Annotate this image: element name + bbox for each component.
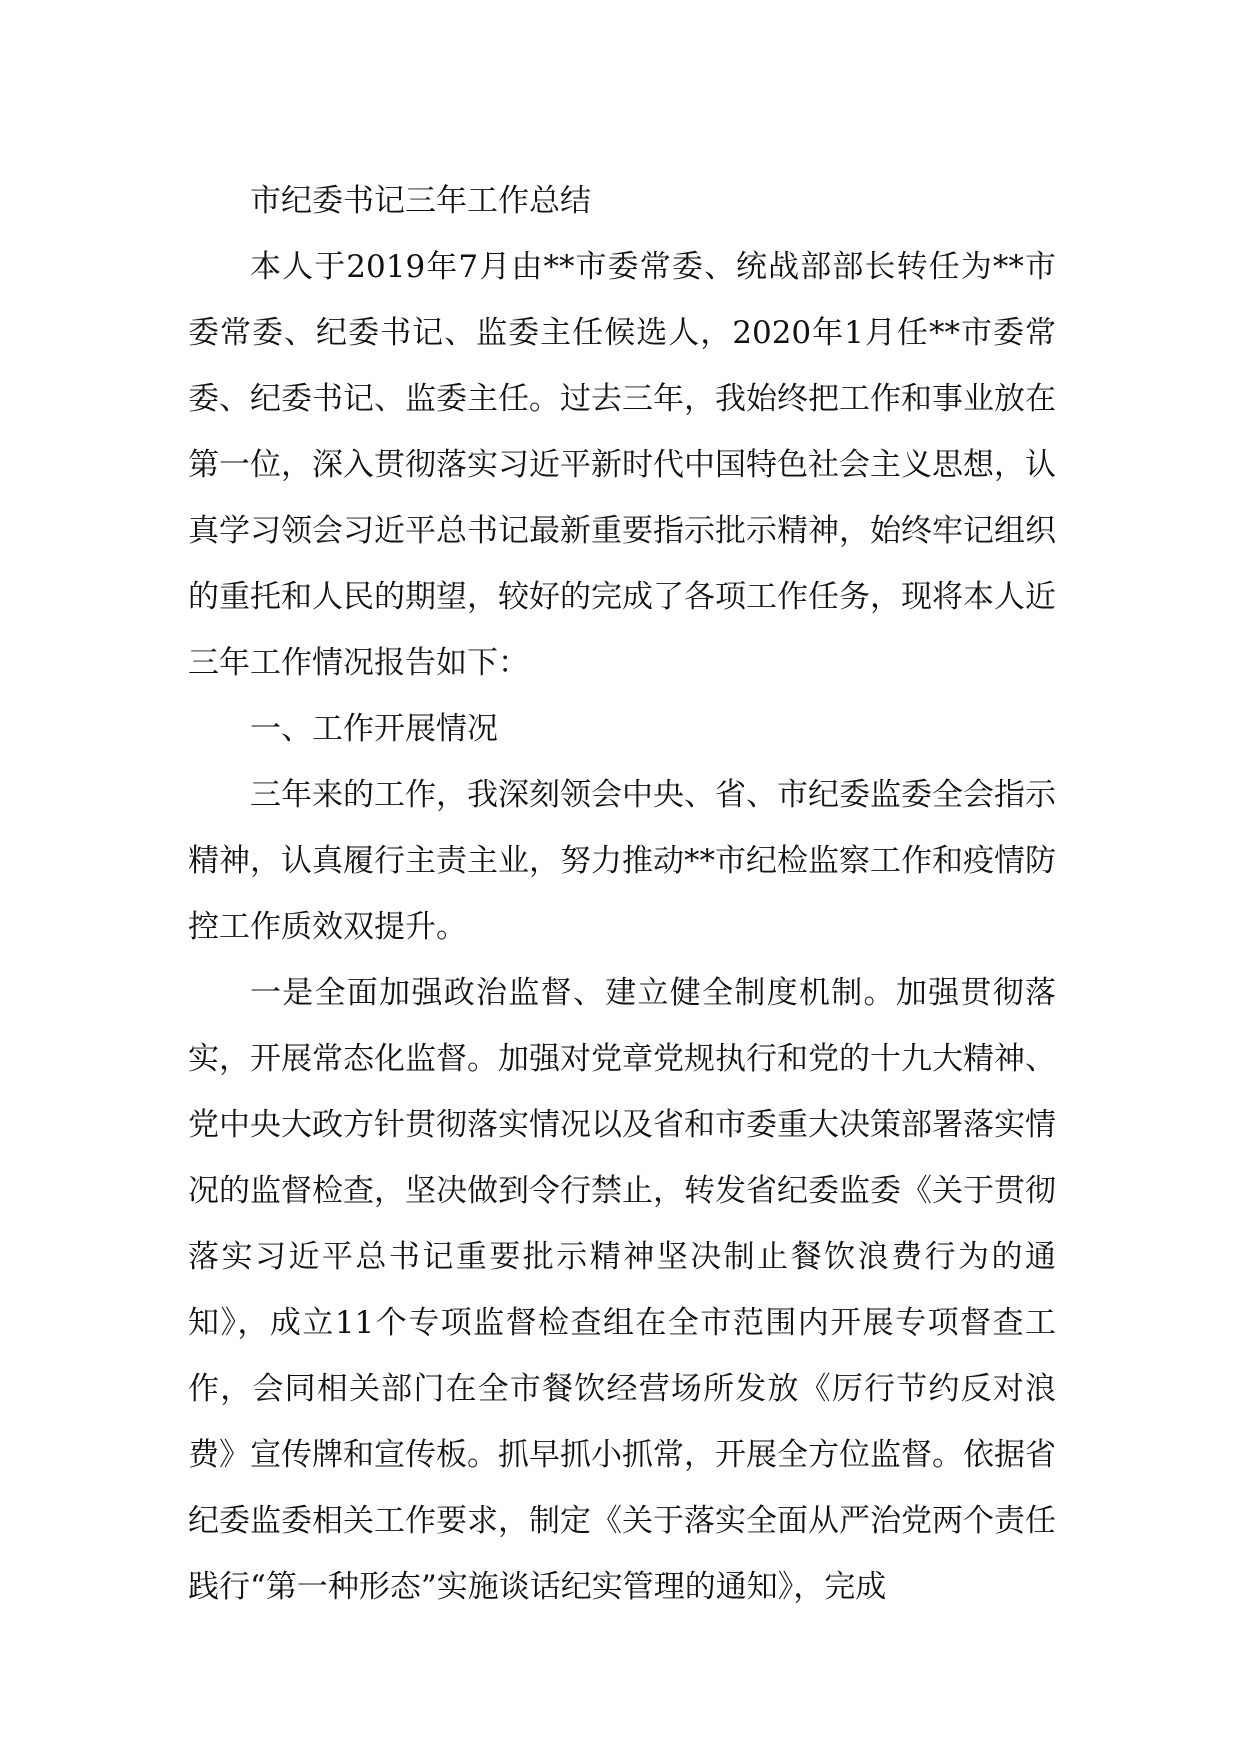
document-title: 市纪委书记三年工作总结 (250, 183, 591, 219)
paragraph-intro: 本人于2019年7月由**市委常委、统战部部长转任为**市委常委、纪委书记、监委主任候选人，2020年1月任**市委常委、纪委书记、监委主任。过去三年，我始终把工作和事业放在第一位，深入贯彻落实习近平新时代中国特色社会主义思想，认真学习领会习近平总书记最新重要指示批示精神，始终牢记组织的重托和人民的期望，较好的完成了各项工作任务，现将本人近三年工作情况报告如下： (188, 249, 1056, 681)
document-body (188, 168, 1056, 1620)
paragraph-overview: 三年来的工作，我深刻领会中央、省、市纪委监委全会指示精神，认真履行主责主业，努力推动**市纪检监察工作和疫情防控工作质效双提升。 (188, 777, 1056, 945)
section-heading: 一、工作开展情况 (250, 711, 498, 747)
paragraph-item-one: 一是全面加强政治监督、建立健全制度机制。加强贯彻落实，开展常态化监督。加强对党章党规执行和党的十九大精神、党中央大政方针贯彻落实情况以及省和市委重大决策部署落实情况的监督检查，坚决做到令行禁止，转发省纪委监委《关于贯彻落实习近平总书记重要批示精神坚决制止餐饮浪费行为的通知》，成立11个专项监督检查组在全市范围内开展专项督查工作，会同相关部门在全市餐饮经营场所发放《厉行节约反对浪费》宣传牌和宣传板。抓早抓小抓常，开展全方位监督。依据省纪委监委相关工作要求，制定《关于落实全面从严治党两个责任践行“第一种形态”实施谈话纪实管理的通知》，完成 (188, 975, 1056, 1605)
